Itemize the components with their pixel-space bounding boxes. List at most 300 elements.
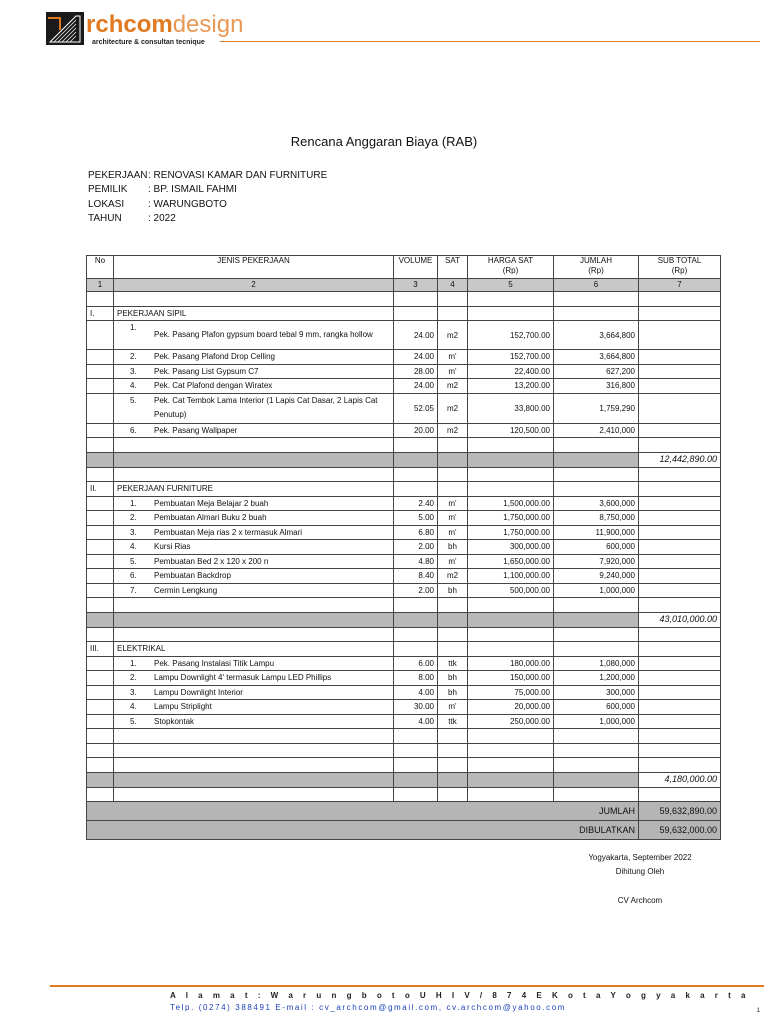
table-cell: 6.00 bbox=[394, 656, 438, 671]
table-cell: JUMLAH bbox=[87, 802, 639, 821]
table-cell: 600,000 bbox=[554, 540, 639, 555]
table-cell bbox=[554, 292, 639, 307]
company-logo bbox=[46, 12, 246, 48]
blank-row bbox=[87, 758, 721, 773]
table-row bbox=[87, 671, 721, 686]
table-cell bbox=[554, 743, 639, 758]
table-cell bbox=[639, 364, 721, 379]
table-row bbox=[87, 511, 721, 526]
table-cell: ttk bbox=[438, 714, 468, 729]
table-cell bbox=[114, 438, 394, 453]
table-cell bbox=[639, 496, 721, 511]
table-cell bbox=[639, 525, 721, 540]
logo-brand: rchcomdesign bbox=[86, 11, 244, 38]
table-cell bbox=[114, 598, 394, 613]
table-cell bbox=[468, 467, 554, 482]
col-number: 4 bbox=[438, 279, 468, 292]
table-cell bbox=[87, 423, 114, 438]
table-cell: 13,200.00 bbox=[468, 379, 554, 394]
table-cell bbox=[554, 306, 639, 321]
table-cell: 30.00 bbox=[394, 700, 438, 715]
col-number: 7 bbox=[639, 279, 721, 292]
table-cell bbox=[114, 467, 394, 482]
table-cell bbox=[87, 627, 114, 642]
table-cell bbox=[87, 511, 114, 526]
subtotal-row bbox=[87, 452, 721, 467]
table-cell: 250,000.00 bbox=[468, 714, 554, 729]
table-cell bbox=[438, 292, 468, 307]
table-cell: m' bbox=[438, 364, 468, 379]
rab-table bbox=[86, 255, 721, 840]
table-cell bbox=[394, 292, 438, 307]
table-cell: 3,664,800 bbox=[554, 350, 639, 365]
table-cell bbox=[468, 627, 554, 642]
table-cell: 1,000,000 bbox=[554, 583, 639, 598]
item-number: 4. bbox=[130, 542, 137, 551]
table-row bbox=[87, 656, 721, 671]
sign-by: Dihitung Oleh bbox=[615, 867, 665, 876]
table-cell bbox=[438, 452, 468, 467]
table-cell bbox=[87, 452, 114, 467]
table-cell: 6.80 bbox=[394, 525, 438, 540]
table-cell: m' bbox=[438, 525, 468, 540]
table-cell: 59,632,890.00 bbox=[639, 802, 721, 821]
table-cell bbox=[394, 627, 438, 642]
table-cell bbox=[114, 379, 394, 394]
section-header-row bbox=[87, 306, 721, 321]
table-cell bbox=[438, 306, 468, 321]
table-cell: 3,600,000 bbox=[554, 496, 639, 511]
table-cell bbox=[468, 787, 554, 802]
item-description: Pek. Pasang Wallpaper bbox=[154, 425, 238, 435]
table-cell bbox=[87, 438, 114, 453]
table-cell bbox=[87, 656, 114, 671]
table-cell: ttk bbox=[438, 656, 468, 671]
table-cell bbox=[87, 554, 114, 569]
table-cell bbox=[639, 379, 721, 394]
table-cell bbox=[114, 671, 394, 686]
table-cell bbox=[114, 729, 394, 744]
table-cell bbox=[114, 569, 394, 584]
blank-row bbox=[87, 438, 721, 453]
logo-tagline: architecture & consultan tecnique bbox=[92, 39, 205, 46]
table-row bbox=[87, 540, 721, 555]
column-number-row bbox=[87, 279, 721, 292]
table-cell bbox=[87, 671, 114, 686]
table-cell bbox=[639, 393, 721, 423]
item-number: 6. bbox=[130, 571, 137, 580]
table-cell: 2.40 bbox=[394, 496, 438, 511]
table-cell bbox=[87, 569, 114, 584]
col-number: 2 bbox=[114, 279, 394, 292]
item-number: 1. bbox=[130, 498, 137, 508]
table-cell bbox=[468, 306, 554, 321]
table-cell: m2 bbox=[438, 393, 468, 423]
table-cell: 1,750,000.00 bbox=[468, 525, 554, 540]
table-cell: 11,900,000 bbox=[554, 525, 639, 540]
subtotal-value: 4,180,000.00 bbox=[639, 772, 721, 787]
table-cell: 4.00 bbox=[394, 685, 438, 700]
table-cell bbox=[639, 714, 721, 729]
table-cell: 316,800 bbox=[554, 379, 639, 394]
table-cell bbox=[114, 772, 394, 787]
table-cell: 4.00 bbox=[394, 714, 438, 729]
table-cell: 152,700.00 bbox=[468, 321, 554, 350]
table-cell bbox=[554, 482, 639, 497]
table-cell: bh bbox=[438, 685, 468, 700]
table-cell bbox=[468, 743, 554, 758]
page-number: 1 bbox=[756, 1008, 760, 1014]
table-row bbox=[87, 321, 721, 350]
table-cell bbox=[87, 350, 114, 365]
table-cell bbox=[87, 583, 114, 598]
table-cell bbox=[639, 438, 721, 453]
table-row bbox=[87, 496, 721, 511]
item-description: Cermin Lengkung bbox=[154, 585, 218, 595]
table-cell: m2 bbox=[438, 379, 468, 394]
table-cell: 9,240,000 bbox=[554, 569, 639, 584]
table-cell: 1,100,000.00 bbox=[468, 569, 554, 584]
item-description: Lampu Striplight bbox=[154, 702, 212, 712]
table-cell bbox=[468, 452, 554, 467]
table-row bbox=[87, 364, 721, 379]
table-cell: 8.40 bbox=[394, 569, 438, 584]
table-cell: 1,650,000.00 bbox=[468, 554, 554, 569]
item-number: 5. bbox=[130, 556, 137, 566]
table-cell bbox=[554, 758, 639, 773]
table-cell: 8.00 bbox=[394, 671, 438, 686]
document-title: Rencana Anggaran Biaya (RAB) bbox=[290, 134, 478, 149]
item-description: Pek. Pasang Instalasi Titik Lampu bbox=[154, 658, 275, 668]
item-number: 3. bbox=[130, 527, 137, 537]
info-row-pekerjaan: PEKERJAAN: RENOVASI KAMAR DAN FURNITURE bbox=[88, 170, 328, 181]
section-header-row bbox=[87, 482, 721, 497]
item-description: Lampu Downlight Interior bbox=[154, 687, 243, 697]
header-sat: SAT bbox=[438, 256, 468, 279]
table-cell bbox=[114, 612, 394, 627]
item-description: Pembuatan Bed 2 x 120 x 200 n bbox=[154, 556, 269, 566]
table-cell: 1,000,000 bbox=[554, 714, 639, 729]
table-cell: bh bbox=[438, 540, 468, 555]
table-cell: 300,000 bbox=[554, 685, 639, 700]
item-number: 4. bbox=[130, 702, 137, 711]
table-cell bbox=[554, 438, 639, 453]
table-cell bbox=[114, 540, 394, 555]
item-description: Stopkontak bbox=[154, 716, 195, 726]
table-cell: 24.00 bbox=[394, 350, 438, 365]
table-cell bbox=[639, 350, 721, 365]
table-cell: m' bbox=[438, 350, 468, 365]
table-cell bbox=[114, 496, 394, 511]
item-number: 2. bbox=[130, 673, 137, 682]
table-cell: m2 bbox=[438, 321, 468, 350]
table-cell bbox=[639, 511, 721, 526]
table-cell bbox=[114, 321, 394, 350]
table-cell: 8,750,000 bbox=[554, 511, 639, 526]
subtotal-row bbox=[87, 772, 721, 787]
table-cell bbox=[114, 554, 394, 569]
item-number: 7. bbox=[130, 585, 137, 595]
table-cell bbox=[639, 292, 721, 307]
table-row bbox=[87, 714, 721, 729]
table-cell bbox=[639, 423, 721, 438]
table-cell: 24.00 bbox=[394, 379, 438, 394]
table-row bbox=[87, 554, 721, 569]
table-cell bbox=[87, 729, 114, 744]
table-cell: bh bbox=[438, 671, 468, 686]
table-row bbox=[87, 569, 721, 584]
table-cell bbox=[87, 700, 114, 715]
subtotal-row bbox=[87, 612, 721, 627]
table-cell: I. bbox=[87, 306, 114, 321]
item-description: Pek. Pasang Plafond Drop Celling bbox=[154, 352, 275, 362]
table-cell bbox=[438, 438, 468, 453]
table-cell: III. bbox=[87, 642, 114, 657]
table-cell bbox=[639, 685, 721, 700]
table-cell: DIBULATKAN bbox=[87, 821, 639, 840]
table-cell bbox=[87, 612, 114, 627]
table-cell bbox=[394, 758, 438, 773]
header-no: No bbox=[87, 256, 114, 279]
table-cell bbox=[639, 598, 721, 613]
table-cell bbox=[639, 482, 721, 497]
table-cell bbox=[468, 292, 554, 307]
table-cell bbox=[394, 598, 438, 613]
table-cell: 1,759,290 bbox=[554, 393, 639, 423]
table-cell bbox=[468, 598, 554, 613]
table-cell bbox=[639, 554, 721, 569]
table-cell bbox=[438, 482, 468, 497]
table-cell: 300,000.00 bbox=[468, 540, 554, 555]
footer-divider bbox=[50, 985, 764, 987]
table-cell bbox=[554, 612, 639, 627]
table-cell: PEKERJAAN SIPIL bbox=[114, 306, 394, 321]
table-cell: 24.00 bbox=[394, 321, 438, 350]
sign-company: CV Archcom bbox=[617, 896, 663, 905]
table-cell: 3,664,800 bbox=[554, 321, 639, 350]
footer-address: A l a m a t : W a r u n g b o t o U H I V / 8 7 4 E K o t a Y o g y a k a r t a bbox=[170, 991, 750, 1000]
table-cell bbox=[87, 714, 114, 729]
table-cell: 20,000.00 bbox=[468, 700, 554, 715]
jumlah-row bbox=[87, 802, 721, 821]
table-cell: II. bbox=[87, 482, 114, 497]
table-cell: bh bbox=[438, 583, 468, 598]
blank-row bbox=[87, 292, 721, 307]
table-cell bbox=[87, 364, 114, 379]
table-cell bbox=[87, 743, 114, 758]
table-cell: 4.80 bbox=[394, 554, 438, 569]
table-cell: 152,700.00 bbox=[468, 350, 554, 365]
table-cell: 150,000.00 bbox=[468, 671, 554, 686]
table-cell bbox=[639, 321, 721, 350]
table-cell: 2,410,000 bbox=[554, 423, 639, 438]
table-cell bbox=[114, 364, 394, 379]
item-number: 2. bbox=[130, 352, 137, 361]
table-cell bbox=[87, 758, 114, 773]
item-description: Kursi Rias bbox=[154, 542, 191, 552]
blank-row bbox=[87, 729, 721, 744]
table-cell bbox=[468, 758, 554, 773]
table-cell bbox=[87, 292, 114, 307]
table-cell: 22,400.00 bbox=[468, 364, 554, 379]
table-row bbox=[87, 393, 721, 423]
table-cell: 28.00 bbox=[394, 364, 438, 379]
table-cell: 1,500,000.00 bbox=[468, 496, 554, 511]
header-volume: VOLUME bbox=[394, 256, 438, 279]
table-cell bbox=[468, 482, 554, 497]
item-description: Lampu Downlight 4' termasuk Lampu LED Phillips bbox=[154, 673, 332, 683]
table-cell bbox=[639, 787, 721, 802]
table-cell bbox=[114, 787, 394, 802]
item-number: 3. bbox=[130, 366, 137, 376]
subtotal-value: 12,442,890.00 bbox=[639, 452, 721, 467]
table-cell bbox=[438, 467, 468, 482]
table-cell bbox=[554, 772, 639, 787]
table-cell: PEKERJAAN FURNITURE bbox=[114, 482, 394, 497]
table-row bbox=[87, 583, 721, 598]
table-cell bbox=[87, 787, 114, 802]
table-cell bbox=[438, 612, 468, 627]
blank-row bbox=[87, 627, 721, 642]
logo-mark-icon bbox=[46, 12, 84, 45]
col-number: 1 bbox=[87, 279, 114, 292]
table-cell bbox=[554, 452, 639, 467]
table-cell bbox=[639, 306, 721, 321]
table-cell bbox=[554, 467, 639, 482]
table-cell bbox=[394, 729, 438, 744]
table-cell bbox=[87, 496, 114, 511]
table-cell: 1,750,000.00 bbox=[468, 511, 554, 526]
header-jumlah: JUMLAH (Rp) bbox=[554, 256, 639, 279]
blank-row bbox=[87, 598, 721, 613]
table-cell bbox=[554, 627, 639, 642]
table-cell bbox=[639, 569, 721, 584]
table-cell bbox=[394, 452, 438, 467]
table-cell: m' bbox=[438, 496, 468, 511]
table-cell bbox=[114, 350, 394, 365]
footer-contact: Telp. (0274) 388491 E-mail : cv_archcom@gmail.com, cv.archcom@yahoo.com bbox=[170, 1003, 567, 1012]
table-cell bbox=[114, 758, 394, 773]
table-cell bbox=[114, 656, 394, 671]
table-cell: m' bbox=[438, 511, 468, 526]
table-cell bbox=[114, 685, 394, 700]
table-cell bbox=[87, 540, 114, 555]
item-description: Pek. Pasang List Gypsum C7 bbox=[154, 366, 259, 376]
table-cell bbox=[438, 787, 468, 802]
table-cell bbox=[639, 729, 721, 744]
table-cell bbox=[468, 612, 554, 627]
table-row bbox=[87, 350, 721, 365]
table-cell: 120,500.00 bbox=[468, 423, 554, 438]
header-divider bbox=[220, 41, 760, 42]
table-cell: m' bbox=[438, 700, 468, 715]
blank-row bbox=[87, 467, 721, 482]
table-cell bbox=[114, 583, 394, 598]
col-number: 5 bbox=[468, 279, 554, 292]
table-cell: 1,080,000 bbox=[554, 656, 639, 671]
item-number: 1. bbox=[130, 658, 137, 668]
table-cell bbox=[554, 787, 639, 802]
blank-row bbox=[87, 787, 721, 802]
table-cell: ELEKTRIKAL bbox=[114, 642, 394, 657]
item-number: 3. bbox=[130, 687, 137, 697]
table-cell bbox=[468, 729, 554, 744]
table-cell bbox=[87, 525, 114, 540]
subtotal-value: 43,010,000.00 bbox=[639, 612, 721, 627]
item-number: 1. bbox=[130, 323, 137, 332]
item-description: Pek. Cat Plafond dengan Wiratex bbox=[154, 381, 273, 391]
table-cell bbox=[438, 642, 468, 657]
table-cell: m2 bbox=[438, 423, 468, 438]
item-description: Pek. Pasang Plafon gypsum board tebal 9 mm, rangka hollow bbox=[154, 329, 373, 339]
table-cell bbox=[394, 438, 438, 453]
dibulatkan-row bbox=[87, 821, 721, 840]
table-cell bbox=[394, 482, 438, 497]
table-cell bbox=[438, 743, 468, 758]
table-cell bbox=[114, 525, 394, 540]
item-description: Pembuatan Meja rias 2 x termasuk Almari bbox=[154, 527, 303, 537]
table-cell: 2.00 bbox=[394, 583, 438, 598]
table-row bbox=[87, 423, 721, 438]
table-cell bbox=[394, 467, 438, 482]
table-cell bbox=[394, 642, 438, 657]
table-header-row bbox=[87, 256, 721, 279]
table-cell: 1,200,000 bbox=[554, 671, 639, 686]
table-cell bbox=[438, 772, 468, 787]
sign-place-date: Yogyakarta, September 2022 bbox=[588, 853, 692, 862]
header-subtotal: SUB TOTAL (Rp) bbox=[639, 256, 721, 279]
table-row bbox=[87, 700, 721, 715]
blank-row bbox=[87, 743, 721, 758]
table-cell bbox=[639, 540, 721, 555]
table-cell bbox=[114, 743, 394, 758]
table-cell: 75,000.00 bbox=[468, 685, 554, 700]
table-cell bbox=[394, 612, 438, 627]
table-cell bbox=[468, 642, 554, 657]
table-cell: m2 bbox=[438, 569, 468, 584]
table-cell bbox=[639, 583, 721, 598]
table-cell bbox=[394, 306, 438, 321]
table-cell bbox=[394, 787, 438, 802]
table-row bbox=[87, 685, 721, 700]
table-cell bbox=[394, 772, 438, 787]
table-cell: 20.00 bbox=[394, 423, 438, 438]
table-cell bbox=[468, 772, 554, 787]
table-cell: 2.00 bbox=[394, 540, 438, 555]
item-number: 5. bbox=[130, 716, 137, 726]
table-row bbox=[87, 379, 721, 394]
table-cell bbox=[639, 671, 721, 686]
item-description: Pembuatan Backdrop bbox=[154, 571, 231, 581]
table-cell bbox=[87, 393, 114, 423]
table-cell bbox=[114, 627, 394, 642]
table-cell: 627,200 bbox=[554, 364, 639, 379]
table-cell bbox=[87, 379, 114, 394]
item-number: 6. bbox=[130, 425, 137, 435]
table-cell bbox=[114, 714, 394, 729]
table-cell bbox=[639, 656, 721, 671]
table-cell bbox=[554, 729, 639, 744]
item-number: 5. bbox=[130, 395, 137, 405]
section-header-row bbox=[87, 642, 721, 657]
table-cell bbox=[554, 642, 639, 657]
info-row-tahun: TAHUN : 2022 bbox=[88, 213, 176, 224]
table-row bbox=[87, 525, 721, 540]
table-cell bbox=[394, 743, 438, 758]
table-cell: 600,000 bbox=[554, 700, 639, 715]
table-cell: 59,632,000.00 bbox=[639, 821, 721, 840]
header-harga: HARGA SAT (Rp) bbox=[468, 256, 554, 279]
